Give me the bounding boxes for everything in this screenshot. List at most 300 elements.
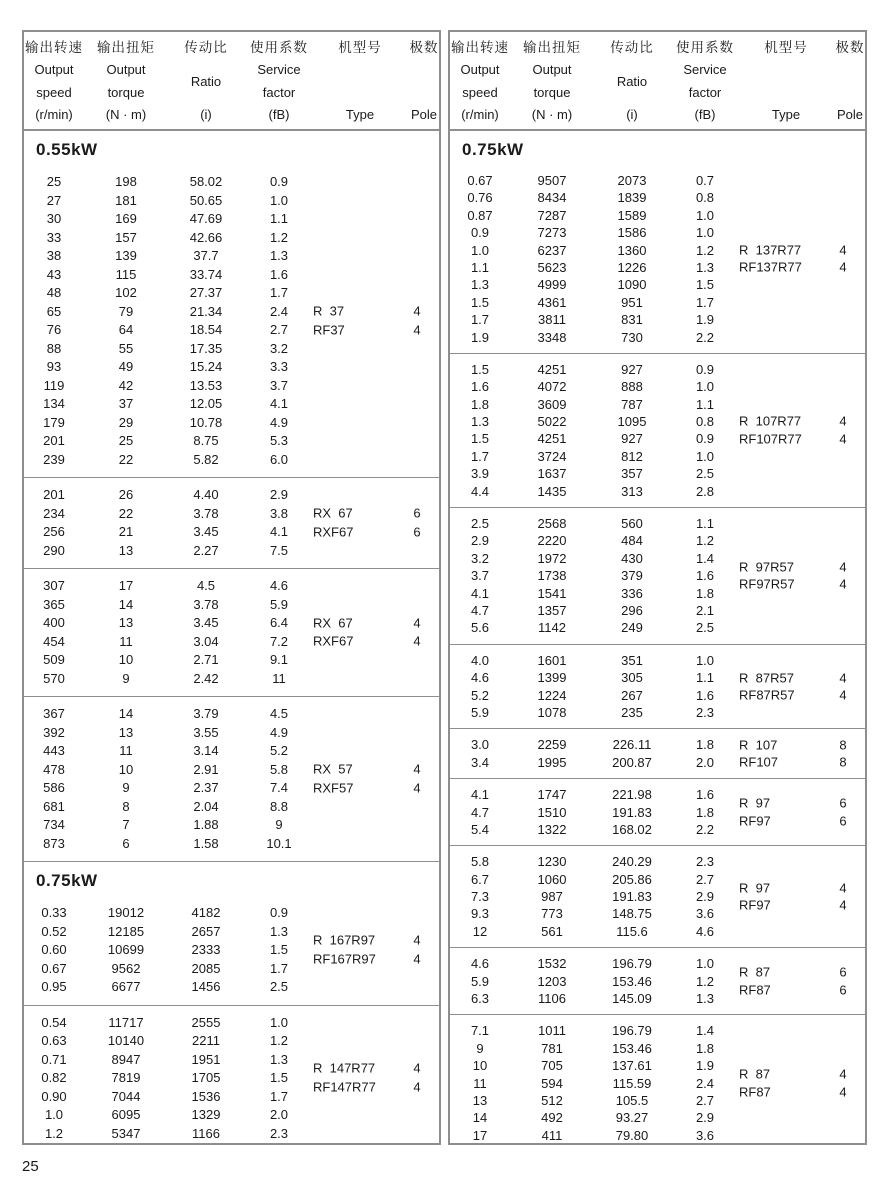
- cell-service-factor: 4.1: [269, 524, 289, 539]
- table-row: [24, 1032, 439, 1051]
- cell-output-torque: 6677: [111, 979, 141, 994]
- cell-output-torque: 14: [118, 596, 134, 612]
- cell-service-factor: 1.2: [269, 1033, 289, 1048]
- cell-output-speed: 10: [472, 1058, 488, 1074]
- table-row: [24, 340, 439, 359]
- cell-output-speed: 33: [46, 229, 62, 245]
- cell-service-factor: 4.6: [269, 578, 289, 593]
- type-pole-line: [739, 736, 851, 753]
- cell-output-speed: 256: [43, 524, 65, 539]
- header-unit: (N · m): [531, 106, 573, 122]
- pole-value: 4: [839, 559, 847, 575]
- cell-ratio: 10.78: [189, 414, 223, 430]
- header-label-en: Service: [683, 62, 727, 78]
- cell-output-speed: 0.9: [470, 225, 490, 241]
- cell-ratio: 296: [621, 602, 643, 618]
- cell-output-torque: 11: [119, 633, 133, 649]
- cell-ratio: 1.58: [193, 835, 219, 851]
- cell-service-factor: 10.1: [266, 835, 292, 851]
- cell-output-torque: 1106: [538, 991, 566, 1007]
- cell-output-torque: 9: [122, 780, 130, 795]
- cell-output-speed: 290: [43, 542, 65, 558]
- cell-ratio: 2555: [191, 1014, 221, 1030]
- cell-output-torque: 198: [115, 174, 137, 189]
- cell-service-factor: 11: [272, 670, 286, 686]
- header-unit: (fB): [268, 106, 290, 122]
- table-row: [450, 923, 865, 940]
- cell-ratio: 2.37: [193, 780, 219, 795]
- cell-output-speed: 3.2: [470, 550, 490, 566]
- type-pole-line: [739, 430, 851, 447]
- cell-output-torque: 2220: [537, 533, 567, 549]
- cell-service-factor: 1.2: [695, 533, 715, 549]
- cell-ratio: 153.46: [612, 973, 652, 989]
- cell-service-factor: 3.7: [269, 377, 289, 393]
- header-label-zh: 传动比: [184, 40, 228, 55]
- cell-output-torque: 37: [118, 396, 134, 411]
- column-header-cell: [168, 39, 244, 123]
- cell-ratio: 2.04: [193, 798, 219, 814]
- cell-service-factor: 2.7: [269, 322, 289, 337]
- cell-output-torque: 1203: [537, 973, 567, 989]
- type-pole-line: [313, 523, 425, 542]
- type-label: RX 57: [313, 761, 353, 777]
- cell-ratio: 730: [621, 329, 643, 345]
- cell-service-factor: 2.9: [695, 889, 715, 905]
- pole-value: 6: [839, 813, 847, 829]
- cell-service-factor: 2.8: [695, 483, 715, 499]
- cell-output-torque: 3348: [537, 329, 567, 345]
- cell-output-torque: 10: [118, 761, 134, 777]
- cell-ratio: 1951: [191, 1051, 221, 1067]
- cell-ratio: 18.54: [189, 322, 223, 337]
- cell-service-factor: 1.7: [695, 294, 715, 310]
- cell-output-speed: 1.5: [470, 294, 490, 310]
- type-label: RX 67: [313, 615, 353, 630]
- cell-ratio: 1456: [191, 979, 221, 994]
- cell-service-factor: 1.7: [269, 285, 289, 300]
- table-row: [450, 396, 865, 413]
- cell-service-factor: 2.3: [269, 1125, 289, 1141]
- cell-ratio: 3.78: [193, 505, 219, 521]
- cell-service-factor: 1.6: [695, 787, 715, 803]
- cell-output-torque: 9: [122, 670, 130, 686]
- cell-output-torque: 987: [541, 889, 563, 905]
- type-pole-line: [739, 576, 851, 593]
- cell-service-factor: 9: [275, 817, 283, 832]
- cell-output-speed: 65: [46, 303, 62, 319]
- cell-service-factor: 2.5: [269, 979, 289, 994]
- cell-output-torque: 6237: [537, 242, 567, 258]
- cell-output-speed: 93: [46, 359, 62, 374]
- header-label-zh: 机型号: [764, 40, 808, 55]
- pole-value: 8: [839, 737, 847, 753]
- cell-output-torque: 4361: [537, 294, 567, 310]
- table-row: [24, 724, 439, 743]
- header-unit: (N · m): [105, 106, 147, 122]
- type-pole-line: [739, 413, 851, 430]
- pole-value: 4: [413, 951, 421, 967]
- cell-output-torque: 8: [122, 798, 130, 814]
- cell-output-torque: 9562: [111, 960, 141, 976]
- header-label-zh: 输出转速: [25, 40, 83, 55]
- type-label: R 97: [739, 795, 771, 811]
- cell-ratio: 12.05: [189, 396, 223, 411]
- cell-service-factor: 1.2: [695, 242, 715, 258]
- cell-output-torque: 22: [118, 505, 134, 521]
- header-label-zh: 极数: [409, 40, 439, 55]
- table-row: [24, 192, 439, 211]
- type-label: RF137R77: [739, 259, 802, 275]
- cell-output-speed: 443: [43, 743, 65, 758]
- left-table: [22, 30, 441, 1145]
- cell-output-torque: 1510: [537, 804, 567, 820]
- type-pole-line: [739, 754, 851, 771]
- type-pole-line: [739, 1066, 851, 1083]
- table-row: [24, 670, 439, 689]
- cell-output-torque: 6095: [111, 1107, 141, 1122]
- cell-ratio: 137.61: [612, 1058, 652, 1074]
- pole-value: 4: [839, 897, 847, 913]
- cell-output-torque: 7: [122, 817, 130, 832]
- cell-output-torque: 6: [122, 835, 130, 851]
- cell-ratio: 50.65: [189, 192, 223, 208]
- table-row: [450, 329, 865, 346]
- cell-output-speed: 234: [43, 505, 65, 521]
- cell-service-factor: 1.0: [695, 207, 715, 223]
- table-row: [450, 189, 865, 206]
- cell-output-torque: 1399: [537, 670, 567, 686]
- header-label-en: Ratio: [616, 73, 648, 89]
- table-row: [450, 465, 865, 482]
- cell-output-torque: 19012: [107, 905, 145, 920]
- cell-output-speed: 239: [43, 451, 65, 467]
- cell-output-torque: 21: [118, 524, 134, 539]
- header-label-zh: 输出扭矩: [97, 40, 155, 55]
- table-row: [24, 247, 439, 266]
- cell-service-factor: 7.2: [269, 633, 289, 649]
- cell-ratio: 1586: [617, 225, 647, 241]
- pole-value: 4: [839, 880, 847, 896]
- cell-service-factor: 1.0: [695, 448, 715, 464]
- cell-service-factor: 6.4: [269, 615, 289, 630]
- cell-output-torque: 115: [115, 266, 137, 282]
- cell-output-speed: 681: [43, 798, 65, 814]
- pole-value: 4: [839, 670, 847, 686]
- type-pole-group: [739, 559, 851, 594]
- cell-output-torque: 781: [541, 1040, 563, 1056]
- column-header-cell: [832, 39, 867, 123]
- cell-service-factor: 1.1: [695, 396, 715, 412]
- spec-block: [24, 569, 439, 696]
- type-pole-group: [739, 669, 851, 704]
- cell-service-factor: 1.8: [695, 1040, 715, 1056]
- table-row: [450, 207, 865, 224]
- table-row: [24, 284, 439, 303]
- cell-service-factor: 0.7: [695, 173, 715, 188]
- cell-ratio: 787: [621, 396, 643, 412]
- cell-service-factor: 0.9: [695, 431, 715, 447]
- cell-ratio: 4182: [191, 905, 221, 920]
- spec-tables: [22, 30, 867, 1145]
- header-unit: (fB): [694, 106, 716, 122]
- pole-value: 6: [413, 505, 421, 521]
- cell-output-torque: 5022: [537, 414, 567, 430]
- table-row: [24, 266, 439, 285]
- type-label: RF167R97: [313, 951, 376, 967]
- type-pole-group: [313, 505, 425, 542]
- cell-output-torque: 11: [119, 743, 133, 758]
- cell-service-factor: 0.9: [269, 905, 289, 920]
- column-header-cell: [406, 39, 441, 123]
- table-row: [450, 311, 865, 328]
- cell-ratio: 831: [621, 312, 643, 328]
- spec-block: [450, 508, 865, 644]
- cell-service-factor: 2.0: [269, 1107, 289, 1122]
- cell-service-factor: 7.4: [269, 780, 289, 795]
- pole-value: 4: [413, 303, 421, 319]
- cell-service-factor: 1.6: [695, 687, 715, 703]
- type-pole-group: [739, 736, 851, 771]
- type-pole-line: [739, 964, 851, 981]
- cell-output-torque: 705: [541, 1058, 563, 1074]
- cell-output-torque: 49: [118, 359, 134, 374]
- type-pole-group: [739, 964, 851, 999]
- cell-output-torque: 1435: [537, 483, 567, 499]
- type-label: RF87R57: [739, 687, 795, 703]
- type-pole-line: [313, 1060, 425, 1079]
- table-row: [24, 577, 439, 596]
- cell-service-factor: 4.9: [269, 414, 289, 430]
- cell-output-torque: 7273: [537, 225, 567, 241]
- table-row: [24, 1125, 439, 1144]
- cell-ratio: 240.29: [612, 854, 652, 870]
- pole-value: 4: [413, 615, 421, 630]
- cell-service-factor: 1.0: [269, 192, 289, 208]
- table-row: [24, 210, 439, 229]
- cell-output-torque: 1011: [538, 1023, 566, 1039]
- table-row: [450, 1022, 865, 1039]
- cell-ratio: 951: [621, 294, 643, 310]
- type-pole-line: [739, 795, 851, 812]
- cell-service-factor: 4.1: [269, 396, 289, 411]
- header-label-en: factor: [688, 84, 722, 100]
- type-label: R 97: [739, 880, 771, 896]
- type-pole-line: [739, 981, 851, 998]
- cell-output-torque: 5347: [111, 1125, 141, 1141]
- header-unit: Type: [771, 107, 801, 122]
- type-pole-group: [739, 879, 851, 914]
- table-row: [24, 1106, 439, 1125]
- pole-value: 4: [413, 322, 421, 337]
- type-pole-line: [739, 669, 851, 686]
- cell-ratio: 1360: [617, 242, 647, 258]
- cell-output-speed: 392: [43, 724, 65, 740]
- cell-output-speed: 4.0: [470, 652, 490, 668]
- cell-ratio: 2333: [191, 942, 221, 957]
- spec-block: [450, 846, 865, 947]
- cell-service-factor: 3.2: [269, 340, 289, 356]
- cell-output-speed: 7.1: [470, 1023, 490, 1039]
- pole-value: 4: [413, 780, 421, 795]
- header-unit: (i): [200, 107, 212, 122]
- cell-output-torque: 181: [115, 192, 137, 208]
- table-row: [450, 1040, 865, 1057]
- type-pole-line: [313, 950, 425, 969]
- type-pole-group: [313, 761, 425, 798]
- cell-service-factor: 0.8: [695, 414, 715, 430]
- cell-ratio: 21.34: [189, 303, 223, 319]
- cell-output-speed: 4.6: [470, 670, 490, 686]
- header-label-en: factor: [262, 84, 296, 100]
- table-row: [24, 596, 439, 615]
- type-label: R 137R77: [739, 242, 802, 258]
- type-pole-line: [739, 259, 851, 276]
- cell-service-factor: 3.3: [269, 359, 289, 374]
- cell-output-speed: 201: [43, 433, 65, 448]
- cell-ratio: 2.91: [193, 761, 219, 777]
- cell-service-factor: 2.1: [695, 602, 715, 618]
- cell-ratio: 37.7: [193, 248, 219, 263]
- cell-ratio: 196.79: [612, 956, 652, 972]
- header-unit: (r/min): [35, 106, 73, 122]
- type-pole-line: [739, 897, 851, 914]
- cell-output-speed: 119: [43, 377, 65, 393]
- cell-output-speed: 13: [472, 1092, 488, 1108]
- cell-output-speed: 0.60: [41, 942, 67, 957]
- header-label-en: torque: [107, 84, 145, 100]
- table-row: [24, 1014, 439, 1033]
- cell-service-factor: 1.8: [695, 585, 715, 601]
- cell-output-speed: 12: [472, 923, 488, 939]
- cell-ratio: 1090: [617, 277, 647, 293]
- cell-output-speed: 76: [46, 322, 62, 337]
- type-pole-line: [313, 303, 425, 322]
- cell-output-speed: 3.4: [470, 754, 490, 770]
- cell-output-torque: 10: [118, 652, 134, 667]
- cell-service-factor: 1.3: [695, 259, 715, 275]
- cell-output-speed: 365: [43, 596, 65, 612]
- table-row: [450, 532, 865, 549]
- pole-value: 4: [413, 1079, 421, 1095]
- cell-output-speed: 1.8: [470, 396, 490, 412]
- power-section-title: 0.55kW: [36, 140, 98, 159]
- pole-value: 4: [413, 932, 421, 948]
- type-pole-line: [739, 242, 851, 259]
- cell-output-speed: 0.95: [41, 979, 67, 994]
- cell-output-torque: 1060: [537, 871, 567, 887]
- cell-output-torque: 1322: [537, 821, 567, 837]
- cell-service-factor: 1.8: [695, 804, 715, 820]
- cell-ratio: 3.79: [193, 706, 219, 721]
- cell-service-factor: 2.3: [695, 704, 715, 720]
- cell-service-factor: 6.0: [269, 451, 289, 467]
- type-label: R 87: [739, 1066, 771, 1082]
- header-label-en: Ratio: [190, 73, 222, 89]
- cell-output-speed: 0.67: [467, 173, 493, 188]
- cell-output-torque: 7044: [111, 1088, 141, 1104]
- type-pole-line: [739, 559, 851, 576]
- cell-ratio: 168.02: [612, 821, 652, 837]
- cell-ratio: 93.27: [615, 1110, 649, 1126]
- cell-ratio: 3.45: [193, 524, 219, 539]
- cell-output-torque: 3724: [537, 448, 567, 464]
- spec-block: [24, 165, 439, 477]
- cell-output-speed: 2.5: [470, 516, 490, 532]
- cell-service-factor: 5.9: [269, 596, 289, 612]
- type-label: R 107R77: [739, 414, 802, 430]
- cell-service-factor: 1.0: [695, 379, 715, 395]
- cell-output-torque: 13: [118, 615, 134, 630]
- table-row: [24, 904, 439, 923]
- type-label: R 107: [739, 737, 778, 753]
- cell-service-factor: 3.8: [269, 505, 289, 521]
- cell-output-torque: 17: [118, 578, 134, 593]
- cell-ratio: 1095: [617, 414, 647, 430]
- cell-output-torque: 1747: [537, 787, 567, 803]
- cell-ratio: 1589: [617, 207, 647, 223]
- cell-service-factor: 3.6: [695, 1127, 715, 1143]
- cell-service-factor: 2.7: [695, 871, 715, 887]
- cell-output-speed: 478: [43, 761, 65, 777]
- cell-output-speed: 873: [43, 835, 65, 851]
- type-pole-group: [739, 413, 851, 448]
- cell-output-torque: 2259: [537, 737, 567, 753]
- cell-ratio: 927: [621, 361, 643, 377]
- cell-ratio: 58.02: [189, 174, 223, 189]
- column-header-cell: [84, 39, 168, 123]
- cell-service-factor: 0.9: [269, 174, 289, 189]
- cell-output-torque: 9507: [537, 173, 567, 188]
- cell-service-factor: 1.6: [695, 568, 715, 584]
- cell-output-speed: 0.54: [41, 1014, 67, 1030]
- cell-output-torque: 1637: [537, 466, 567, 482]
- cell-output-torque: 11717: [108, 1014, 144, 1030]
- cell-output-speed: 0.63: [41, 1033, 67, 1048]
- cell-output-speed: 11: [473, 1075, 487, 1091]
- cell-output-torque: 102: [115, 285, 137, 300]
- cell-output-torque: 10140: [107, 1033, 145, 1048]
- cell-service-factor: 5.3: [269, 433, 289, 448]
- type-pole-group: [313, 614, 425, 651]
- cell-ratio: 1705: [191, 1070, 221, 1085]
- table-row: [450, 1127, 865, 1144]
- type-label: RF87: [739, 982, 771, 998]
- pole-value: 4: [839, 414, 847, 430]
- cell-output-speed: 17: [472, 1127, 488, 1143]
- cell-ratio: 33.74: [189, 266, 223, 282]
- cell-output-torque: 1532: [537, 956, 567, 972]
- cell-output-speed: 586: [43, 780, 65, 795]
- pole-value: 4: [839, 242, 847, 258]
- cell-ratio: 1536: [191, 1088, 221, 1104]
- cell-service-factor: 1.0: [695, 956, 715, 972]
- pole-value: 4: [839, 1066, 847, 1082]
- cell-ratio: 17.35: [189, 340, 223, 356]
- power-section-title: 0.75kW: [36, 871, 98, 890]
- cell-output-torque: 169: [115, 211, 137, 226]
- cell-output-torque: 42: [118, 377, 134, 393]
- cell-ratio: 1839: [617, 190, 647, 206]
- type-label: RXF67: [313, 524, 354, 539]
- header-label-zh: 输出扭矩: [523, 40, 581, 55]
- type-label: RF107R77: [739, 431, 802, 447]
- cell-output-torque: 26: [118, 487, 134, 502]
- column-header-cell: [594, 39, 670, 123]
- cell-service-factor: 2.9: [269, 487, 289, 502]
- cell-output-speed: 134: [43, 396, 65, 411]
- spec-block: [24, 478, 439, 568]
